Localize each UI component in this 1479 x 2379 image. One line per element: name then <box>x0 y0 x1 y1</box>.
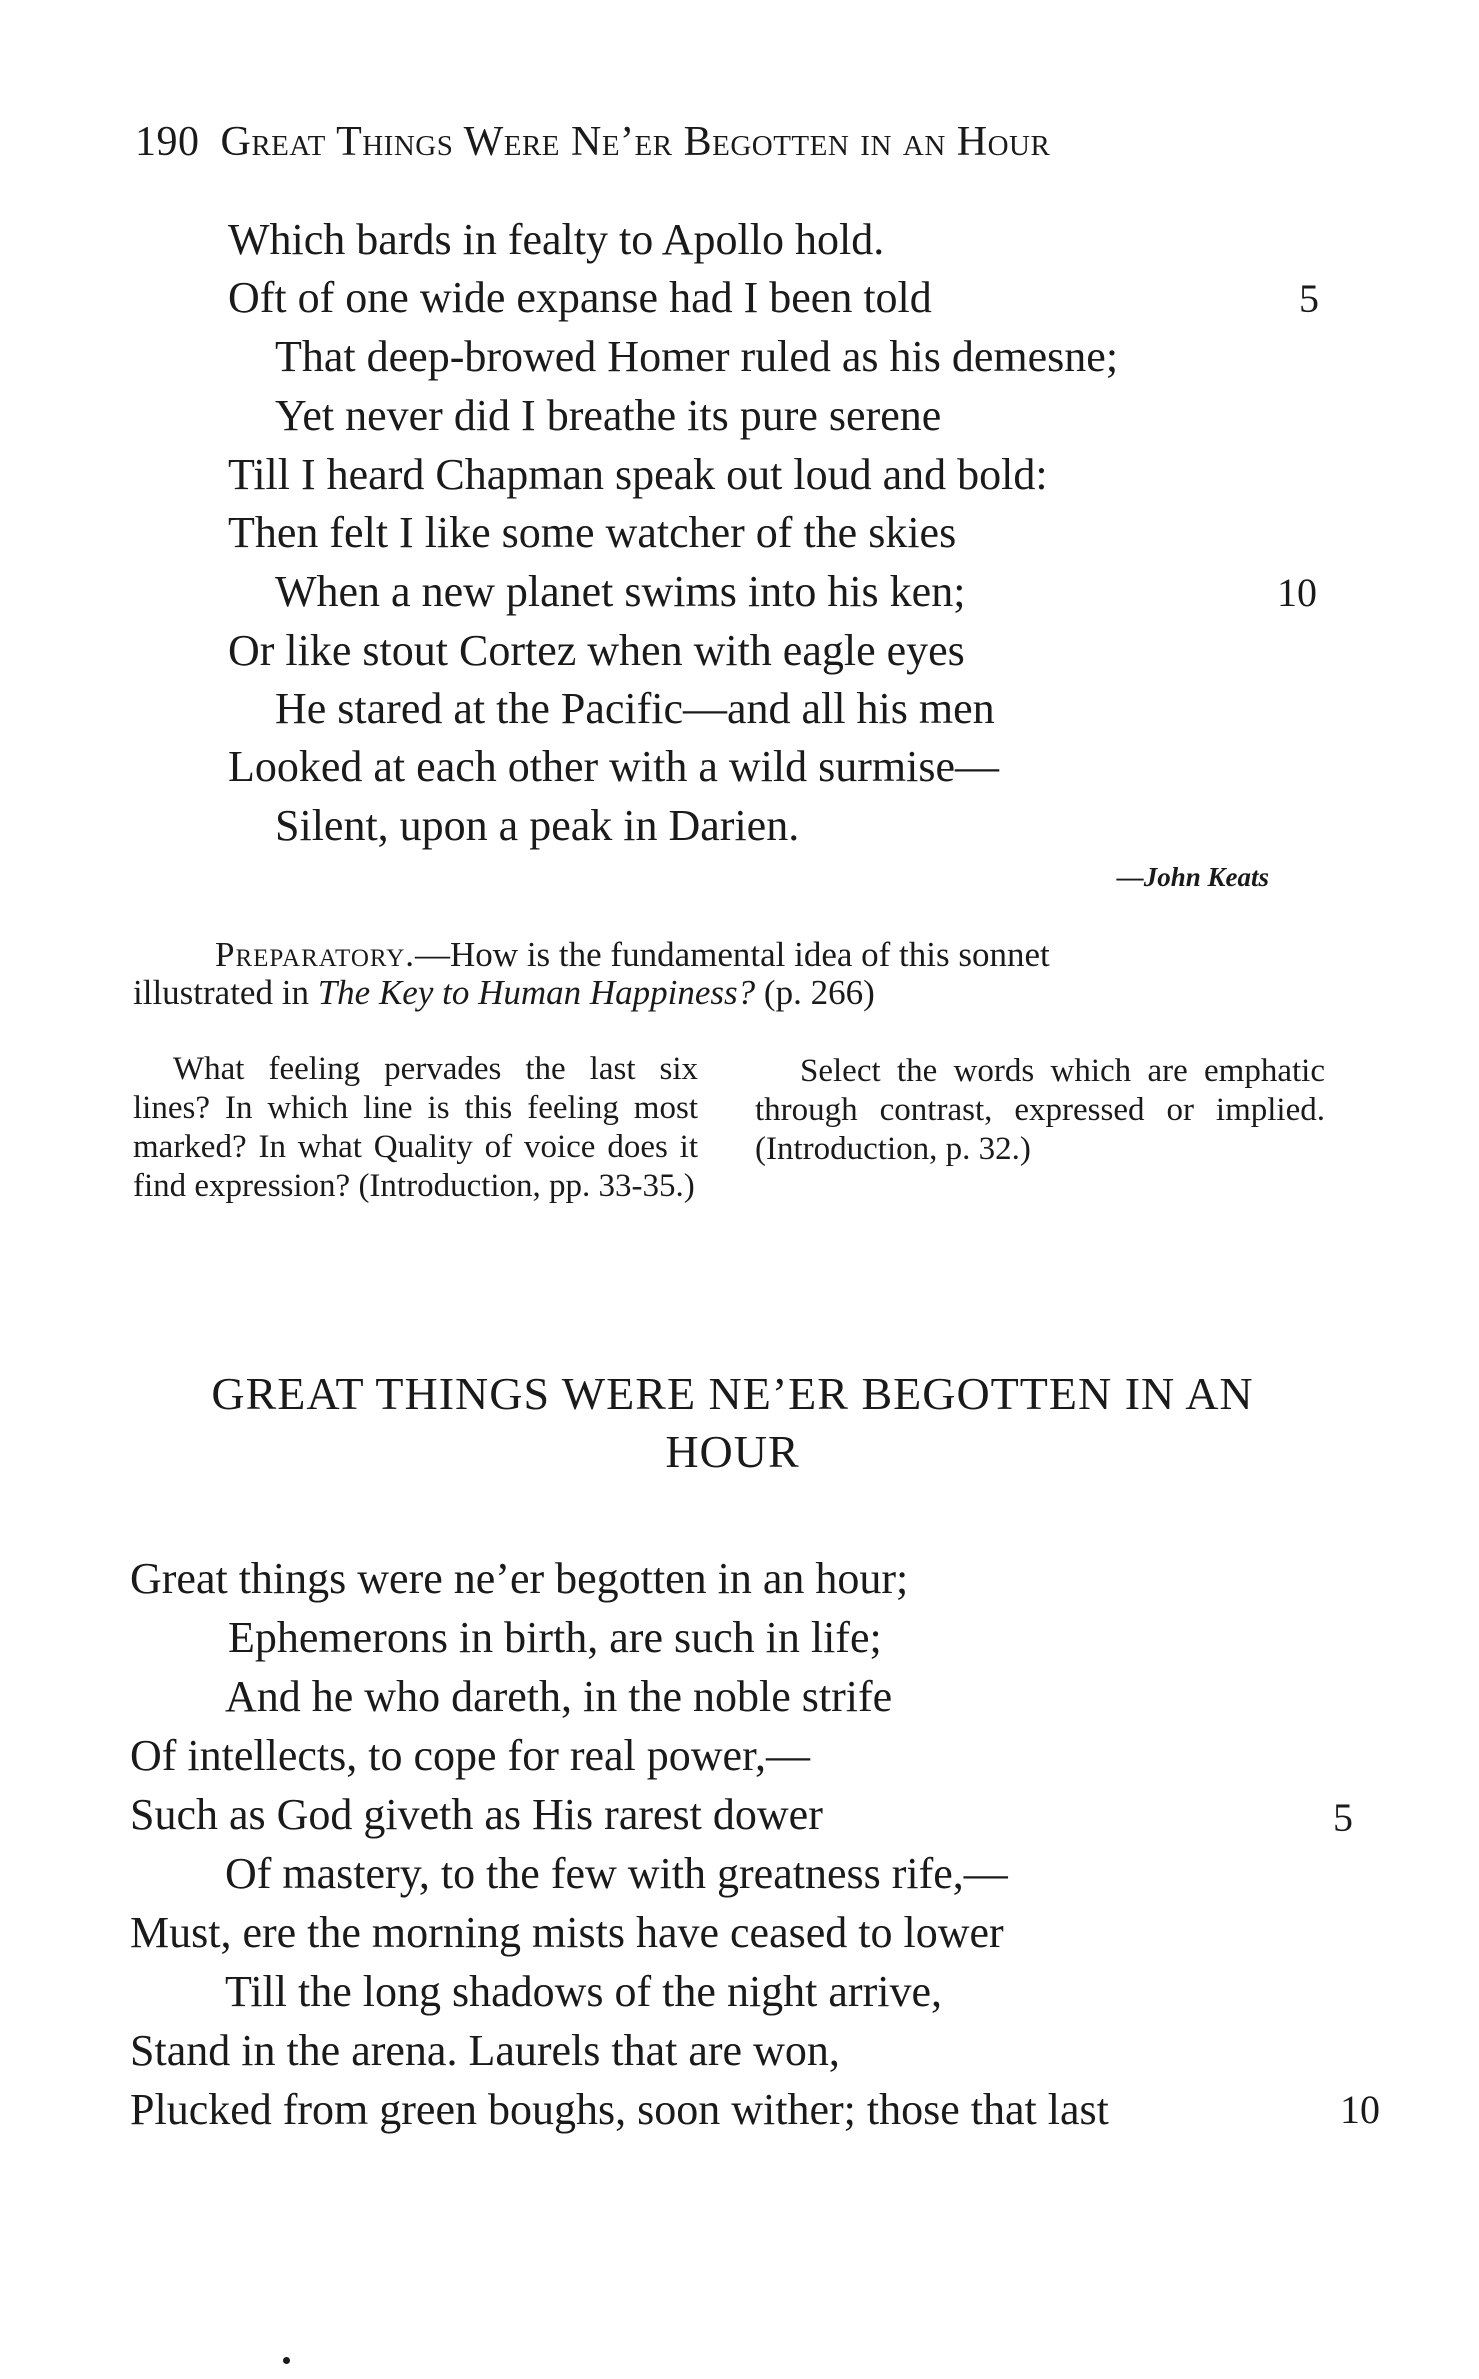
section-title-line: HOUR <box>665 1426 800 1477</box>
preparatory-text: —How is the fundamental idea of this sonnet <box>415 935 1050 974</box>
poem1-line: Looked at each other with a wild surmise— <box>228 742 1000 791</box>
poem2-line-number: 5 <box>1333 1795 1353 1840</box>
book-title: The Key to Human Happiness? <box>317 973 756 1012</box>
section-title-line: GREAT THINGS WERE NE’ER BEGOTTEN IN AN <box>211 1368 1254 1419</box>
preparatory-text: (p. 266) <box>755 973 875 1012</box>
ink-speck <box>283 2357 290 2364</box>
poem2-line: Stand in the arena. Laurels that are won, <box>130 2026 840 2075</box>
poem1-line-number: 10 <box>1277 570 1317 615</box>
poem1-line-number: 5 <box>1299 276 1319 321</box>
attribution: —John Keats <box>1116 862 1269 892</box>
question-text: Select the words which are emphatic through contrast, expressed or implied. (Introduction, p. 32.) <box>755 1053 1325 1167</box>
poem1-line: When a new planet swims into his ken; <box>275 567 966 616</box>
preparatory-text: illustrated in <box>133 973 318 1012</box>
running-head <box>135 118 1050 166</box>
poem1-line: Till I heard Chapman speak out loud and bold: <box>228 450 1048 499</box>
question-column-left <box>133 1050 698 1206</box>
poem2-line: Ephemerons in birth, are such in life; <box>228 1613 882 1662</box>
poem1-line: Which bards in fealty to Apollo hold. <box>228 215 885 264</box>
poem1-line: Oft of one wide expanse had I been told <box>228 273 932 322</box>
poem2-line: Of intellects, to cope for real power,— <box>130 1731 810 1780</box>
poem2-line: Till the long shadows of the night arrive, <box>225 1967 942 2016</box>
poem1-line: That deep-browed Homer ruled as his demesne; <box>275 332 1119 381</box>
preparatory-label: Preparatory. <box>215 935 416 974</box>
question-column-right <box>755 1052 1325 1169</box>
question-text: What feeling pervades the last six lines? In which line is this feeling most marked? In what Quality of voice does it find expression? (Introduction, pp. 33-35.) <box>133 1051 698 1204</box>
preparatory-line-1 <box>215 937 1050 972</box>
poem2-line: And he who dareth, in the noble strife <box>225 1672 893 1721</box>
poem1-line: He stared at the Pacific—and all his men <box>275 684 995 733</box>
poem2-line: Such as God giveth as His rarest dower <box>130 1790 823 1839</box>
poem2-line: Of mastery, to the few with greatness rife,— <box>225 1849 1008 1898</box>
poem2-line: Great things were ne’er begotten in an hour; <box>130 1554 909 1603</box>
poem1-line: Or like stout Cortez when with eagle eyes <box>228 626 965 675</box>
poem1-line: Then felt I like some watcher of the skies <box>228 508 957 557</box>
poem2-line: Must, ere the morning mists have ceased to lower <box>130 1908 1004 1957</box>
poem2-line-number: 10 <box>1340 2087 1380 2132</box>
poem2-line: Plucked from green boughs, soon wither; those that last <box>130 2085 1109 2134</box>
poem1-line: Yet never did I breathe its pure serene <box>275 391 942 440</box>
running-head-title: Great Things Were Ne’er Begotten in an Hour <box>220 119 1051 165</box>
page-number: 190 <box>135 119 200 165</box>
poem1-line: Silent, upon a peak in Darien. <box>275 801 800 850</box>
preparatory-line-2 <box>133 975 875 1010</box>
section-title <box>130 1365 1335 1481</box>
